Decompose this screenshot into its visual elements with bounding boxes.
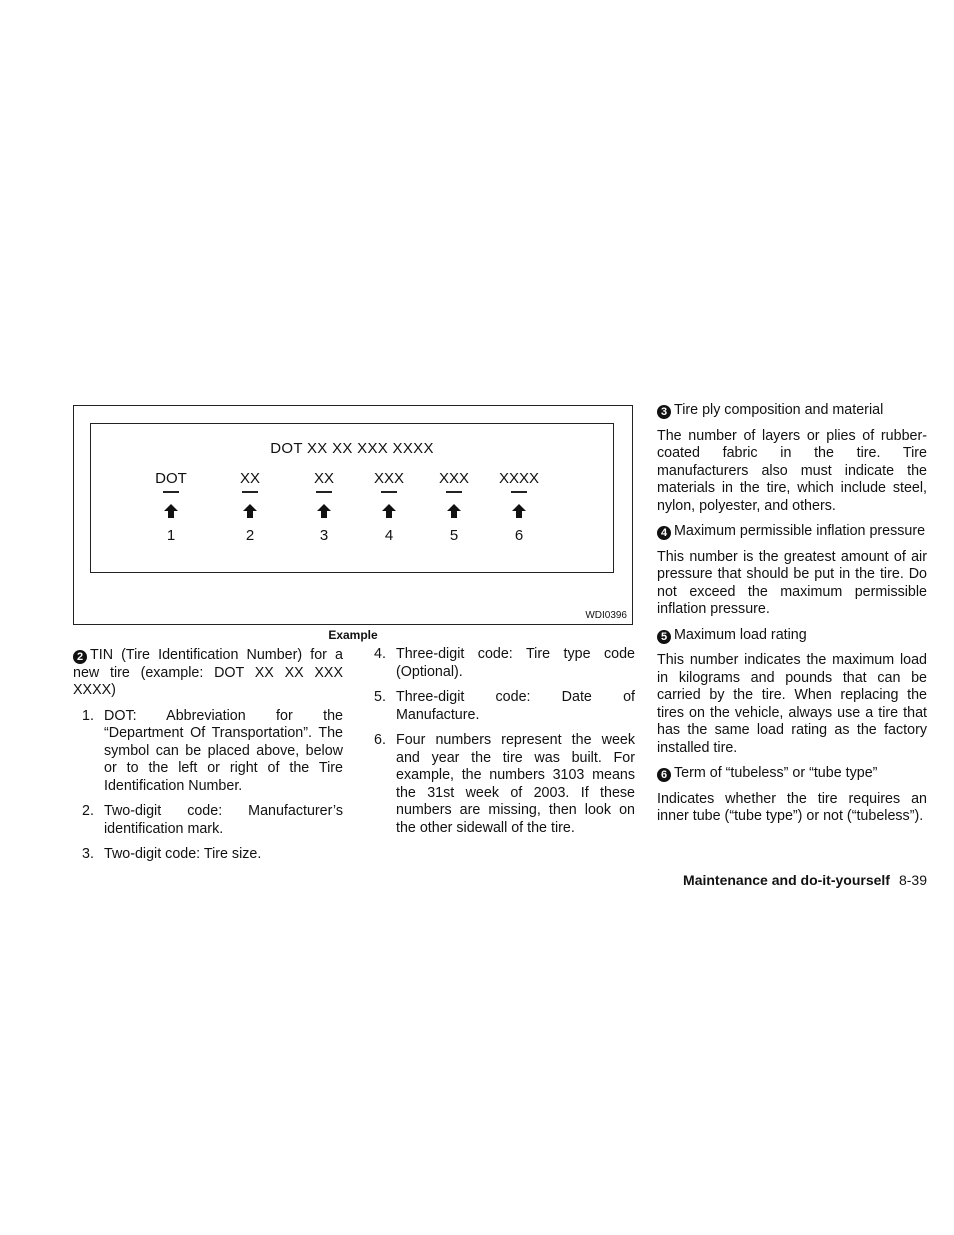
code-column-6 (484, 470, 554, 545)
underline-bar (381, 491, 397, 493)
list-item (73, 708, 343, 796)
section-body: This number indicates the maximum load in kilograms and pounds that can be carried by the tire. When replacing the tires on the vehicle, always use a tire that has the same load rating as the factory installed tire. (657, 652, 927, 756)
list-item (374, 689, 635, 724)
code-number: 1 (166, 526, 176, 544)
section-heading-text: Maximum permissible inflation pressure (674, 523, 926, 539)
circled-number-4-icon: 4 (657, 526, 671, 540)
list-number: 4. (374, 646, 386, 662)
section-heading-text: Term of “tubeless” or “tube type” (674, 765, 878, 781)
section-body: Indicates whether the tire requires an inner tube (“tube type”) or not (“tubeless”). (657, 790, 927, 824)
underline-bar (316, 491, 332, 493)
footer-section-title: Maintenance and do-it-yourself (683, 872, 890, 888)
code-label: XXX (373, 470, 404, 487)
circled-number-5-icon: 5 (657, 630, 671, 644)
list-item (374, 732, 635, 837)
section-body: The number of layers or plies of rubber-coated fabric in the tire. Tire manufacturers also must indicate the materials in the tire, which include steel, nylon, polyester, and others. (657, 427, 927, 514)
underline-bar (163, 491, 179, 493)
code-column-3 (289, 470, 359, 545)
code-number: 6 (514, 526, 524, 544)
list-text: Four numbers represent the week and year the tire was built. For example, the numbers 3103 means the 31st week of 2003. If these numbers are missing, then look on the other sidewall of the tire. (396, 732, 635, 836)
up-arrow-icon (381, 503, 397, 519)
figure-caption: Example (328, 628, 378, 642)
up-arrow-icon (446, 503, 462, 519)
section-heading (657, 523, 927, 541)
code-label: XX (239, 470, 260, 487)
section-heading (657, 765, 927, 783)
tin-example-figure (73, 405, 633, 625)
up-arrow-icon (163, 503, 179, 519)
column-2 (374, 646, 635, 845)
list-number: 5. (374, 689, 386, 705)
code-number: 4 (384, 526, 394, 544)
underline-bar (446, 491, 462, 493)
section-heading-text: Maximum load rating (674, 626, 807, 643)
list-item (73, 846, 343, 864)
underline-bar (511, 491, 527, 493)
list-item (374, 646, 635, 681)
circled-number-3-icon: 3 (657, 405, 671, 419)
code-number: 2 (245, 526, 255, 544)
list-text: Three-digit code: Date of Manufacture. (396, 689, 635, 723)
circled-number-2-icon: 2 (73, 650, 87, 664)
tin-code-list-continued (374, 646, 635, 837)
list-text: Two-digit code: Tire size. (104, 846, 262, 862)
list-number: 1. (82, 707, 94, 724)
code-label: XXX (438, 470, 469, 487)
code-label: XXXX (498, 470, 540, 487)
underline-bar (242, 491, 258, 493)
section-body: This number is the greatest amount of air pressure that should be put in the tire. Do not exceed the maximum permissible inflation pressure. (657, 548, 927, 617)
code-column-1 (136, 470, 206, 545)
page-footer (683, 872, 927, 889)
code-number: 3 (319, 526, 329, 544)
circled-number-6-icon: 6 (657, 768, 671, 782)
tin-code-list (73, 708, 343, 864)
tin-intro-text: TIN (Tire Identification Number) for a new tire (example: DOT XX XX XXX XXXX) (73, 647, 343, 698)
section-heading (657, 627, 927, 645)
column-3 (657, 402, 927, 834)
section-heading (657, 402, 927, 420)
code-column-2 (215, 470, 285, 545)
list-item (73, 803, 343, 838)
list-text: DOT: Abbreviation for the “Department Of Transportation”. The symbol can be placed above, below or to the left or right of the Tire Identification Number. (104, 707, 343, 794)
up-arrow-icon (242, 503, 258, 519)
tin-intro-paragraph (73, 647, 343, 700)
column-1 (73, 647, 343, 872)
tin-diagram-box (90, 423, 614, 573)
section-heading-text: Tire ply composition and material (674, 402, 884, 418)
list-number: 6. (374, 732, 386, 748)
code-column-5 (419, 470, 489, 545)
list-text: Three-digit code: Tire type code (Optional). (396, 646, 635, 680)
code-label: DOT (155, 470, 187, 487)
tin-example-heading: DOT XX XX XXX XXXX (270, 440, 434, 457)
code-label: XX (313, 470, 334, 487)
code-number: 5 (449, 526, 459, 544)
up-arrow-icon (511, 503, 527, 519)
list-text: Two-digit code: Manufacturer’s identification mark. (104, 803, 343, 837)
up-arrow-icon (316, 503, 332, 519)
code-column-4 (354, 470, 424, 545)
list-number: 3. (82, 846, 94, 862)
page-number: 8-39 (898, 872, 927, 888)
figure-id: WDI0396 (585, 610, 627, 621)
list-number: 2. (82, 803, 94, 819)
